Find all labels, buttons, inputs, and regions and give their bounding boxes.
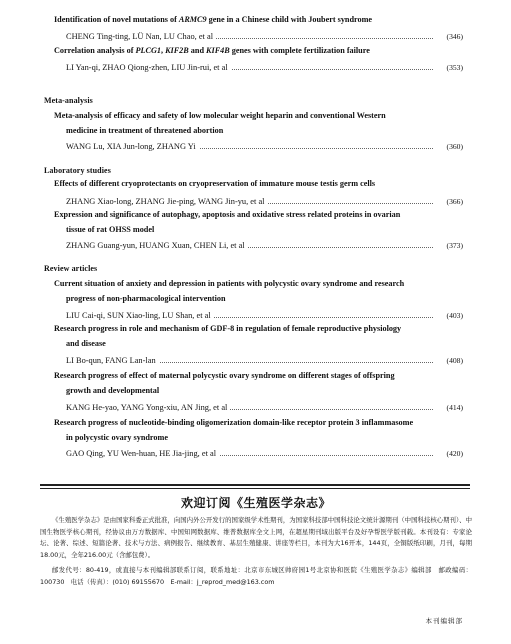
subscription-notice bbox=[40, 492, 472, 588]
subscription-body: 《生殖医学杂志》是由国家科委正式批准，向国内外公开发行的国家级学术性期刊，为国家科技部中国科技论文统计源期刊（中国科技核心期刊）、中国生物医学核心期刊，经协议由万方数据库、中国知网数据库、维普数据库全文上网，在超星期刊域出版平台及好孕帮医学版刊载。本刊设有：专家论坛、论著、综述、短篇论著、技术与方法、病例报告、继续教育、基层生殖健康、讲座等栏目，本刊为大16开本，144页，全铜版纸印刷，月刊，每期18.00元，全年216.00元（含邮包费）。 bbox=[40, 516, 472, 559]
editorial-department: 本刊编辑部 bbox=[425, 617, 463, 625]
section-heading: Meta-analysis bbox=[44, 96, 93, 105]
article-title[interactable]: Correlation analysis of PLCG1, KIF2B and KIF4B genes with complete fertilization failure bbox=[54, 46, 370, 55]
article-authors: CHENG Ting-ting, LÜ Nan, LU Chao, et al (346) bbox=[66, 32, 463, 41]
page-number: (403) bbox=[444, 310, 463, 321]
article-authors: LIU Cai-qi, SUN Xiao-ling, LU Shan, et al (403) bbox=[66, 311, 463, 320]
article-authors: LI Yan-qi, ZHAO Qiong-zhen, LIU Jin-rui, et al (353) bbox=[66, 63, 463, 72]
page-number: (420) bbox=[444, 448, 463, 459]
page-number: (346) bbox=[444, 31, 463, 42]
page-number: (373) bbox=[444, 240, 463, 251]
page-number: (366) bbox=[444, 196, 463, 207]
divider bbox=[40, 488, 470, 489]
article-title[interactable]: Expression and significance of autophagy, apoptosis and oxidative stress related proteins in ovarian tissue of rat OHSS model bbox=[54, 210, 401, 234]
subscription-title: 欢迎订阅《生殖医学杂志》 bbox=[180, 496, 331, 510]
article-title[interactable]: Identification of novel mutations of ARMC9 gene in a Chinese child with Joubert syndrome bbox=[54, 15, 373, 24]
article-authors: GAO Qing, YU Wen-huan, HE Jia-jing, et al (420) bbox=[66, 449, 463, 458]
article-authors: WANG Lu, XIA Jun-long, ZHANG Yi (360) bbox=[66, 142, 463, 151]
page-number: (353) bbox=[444, 62, 463, 73]
article-title[interactable]: Meta-analysis of efficacy and safety of low molecular weight heparin and conventional Western medicine in treatment of threatened abortion bbox=[54, 111, 386, 135]
article-authors: ZHANG Xiao-long, ZHANG Jie-ping, WANG Jin-yu, et al (366) bbox=[66, 197, 463, 206]
page-number: (408) bbox=[444, 355, 463, 366]
article-title[interactable]: Research progress of nucleotide-binding oligomerization domain-like receptor protein 3 inflammasome in polycystic ovary syndrome bbox=[54, 418, 414, 442]
section-heading: Laboratory studies bbox=[44, 166, 111, 175]
section-heading: Review articles bbox=[44, 264, 98, 273]
article-title[interactable]: Research progress in role and mechanism of GDF-8 in regulation of female reproductive physiology and disease bbox=[54, 324, 402, 348]
divider bbox=[40, 484, 470, 486]
article-authors: ZHANG Guang-yun, HUANG Xuan, CHEN Li, et al (373) bbox=[66, 241, 463, 250]
article-title[interactable]: Current situation of anxiety and depression in patients with polycystic ovary syndrome and research progress of non-pharmacological intervention bbox=[54, 279, 405, 303]
article-title[interactable]: Research progress of effect of maternal polycystic ovary syndrome on different stages of offspring growth and developmental bbox=[54, 371, 395, 395]
article-authors: LI Bo-qun, FANG Lan-lan (408) bbox=[66, 356, 463, 365]
article-authors: KANG He-yao, YANG Yong-xiu, AN Jing, et al (414) bbox=[66, 403, 463, 412]
page-number: (414) bbox=[444, 402, 463, 413]
article-title[interactable]: Effects of different cryoprotectants on cryopreservation of immature mouse testis germ cells bbox=[54, 179, 376, 188]
subscription-contact: 邮发代号：80-419，或直接与本刊编辑部联系订阅，联系地址：北京市东城区帅府园1号北京协和医院《生殖医学杂志》编辑部 邮政编码：100730 电话（传真）：(010) 69155670 E-mail：j_reprod_med@163.com bbox=[40, 566, 472, 586]
page-number: (360) bbox=[444, 141, 463, 152]
